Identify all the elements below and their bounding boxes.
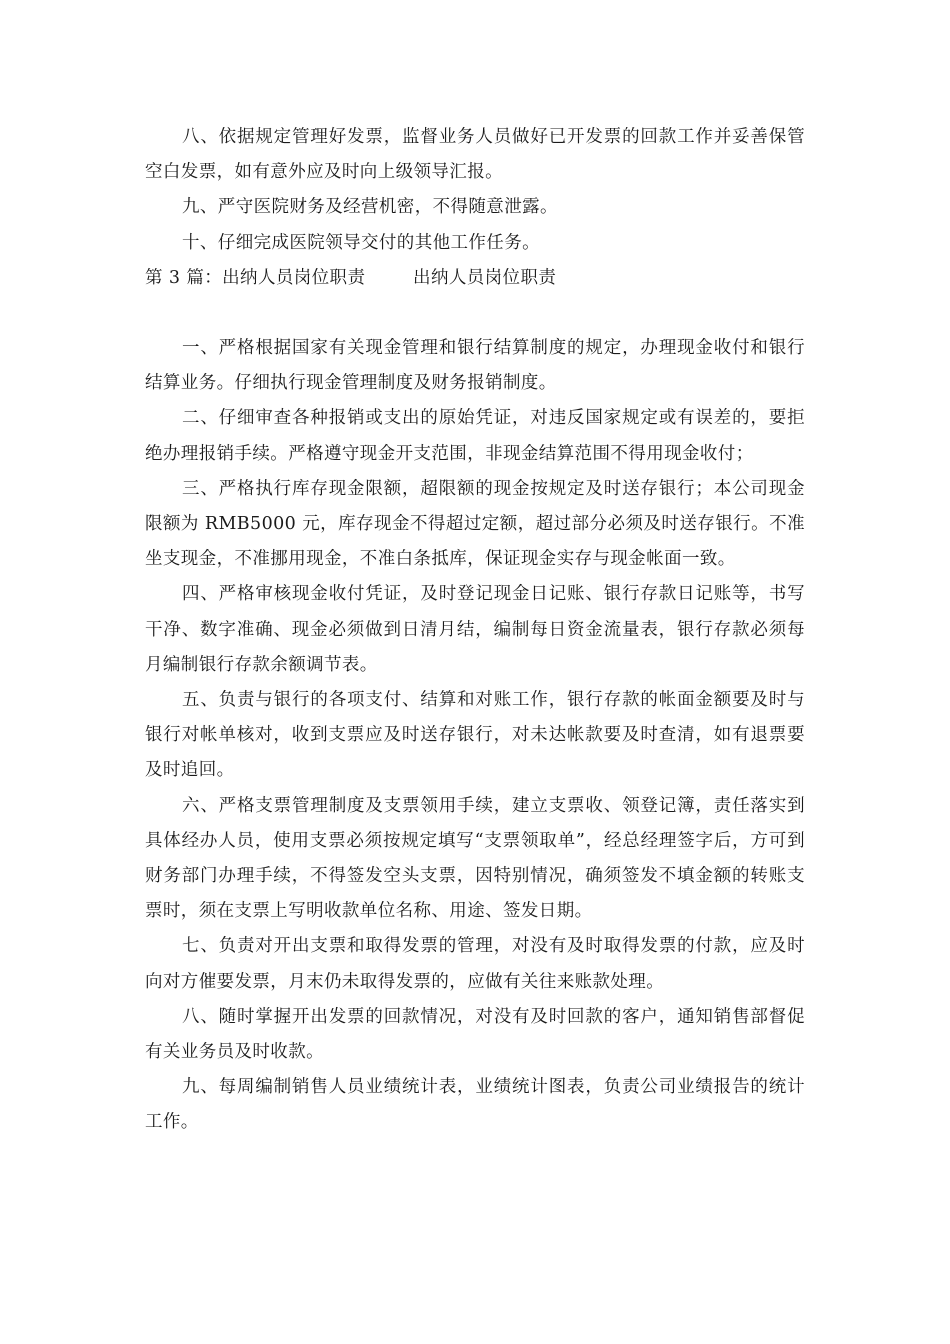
section-heading: 第 3 篇：出纳人员岗位职责 出纳人员岗位职责: [145, 267, 557, 288]
paragraph-1: 一、严格根据国家有关现金管理和银行结算制度的规定，办理现金收付和银行结算业务。仔细执行现金管理制度及财务报销制度。: [145, 338, 805, 394]
paragraph-8: 八、随时掌握开出发票的回款情况，对没有及时回款的客户，通知销售部督促有关业务员及时收款。: [145, 1006, 805, 1063]
paragraph-3: 三、严格执行库存现金限额，超限额的现金按规定及时送存银行；本公司现金限额为 RMB5000 元，库存现金不得超过定额，超过部分必须及时送存银行。不准坐支现金，不准挪用现金，不准白条抵库，保证现金实存与现金帐面一致。: [145, 478, 805, 570]
paragraph-top-9: 九、严守医院财务及经营机密，不得随意泄露。: [182, 197, 558, 218]
paragraph-9: 九、每周编制销售人员业绩统计表，业绩统计图表，负责公司业绩报告的统计工作。: [145, 1077, 805, 1133]
paragraph-5: 五、负责与银行的各项支付、结算和对账工作，银行存款的帐面金额要及时与银行对帐单核对，收到支票应及时送存银行，对未达帐款要及时查清，如有退票要及时追回。: [145, 690, 805, 781]
paragraph-top-10: 十、仔细完成医院领导交付的其他工作任务。: [182, 232, 540, 253]
paragraph-6: 六、严格支票管理制度及支票领用手续，建立支票收、领登记簿，责任落实到具体经办人员，使用支票必须按规定填写“支票领取单”，经总经理签字后，方可到财务部门办理手续，不得签发空头支票，因特别情况，确须签发不填金额的转账支票时，须在支票上写明收款单位名称、用途、签发日期。: [145, 795, 805, 922]
blank-line: [145, 296, 805, 331]
paragraph-top-8: 八、依据规定管理好发票，监督业务人员做好已开发票的回款工作并妥善保管空白发票，如有意外应及时向上级领导汇报。: [145, 127, 805, 183]
paragraph-2: 二、仔细审查各种报销或支出的原始凭证，对违反国家规定或有误差的，要拒绝办理报销手续。严格遵守现金开支范围，非现金结算范围不得用现金收付；: [145, 408, 805, 464]
document-body: [145, 120, 805, 1141]
paragraph-7: 七、负责对开出支票和取得发票的管理，对没有及时取得发票的付款，应及时向对方催要发票，月末仍未取得发票的，应做有关往来账款处理。: [145, 936, 805, 992]
paragraph-4: 四、严格审核现金收付凭证，及时登记现金日记账、银行存款日记账等，书写干净、数字准确、现金必须做到日清月结，编制每日资金流量表，银行存款必须每月编制银行存款余额调节表。: [145, 584, 805, 675]
